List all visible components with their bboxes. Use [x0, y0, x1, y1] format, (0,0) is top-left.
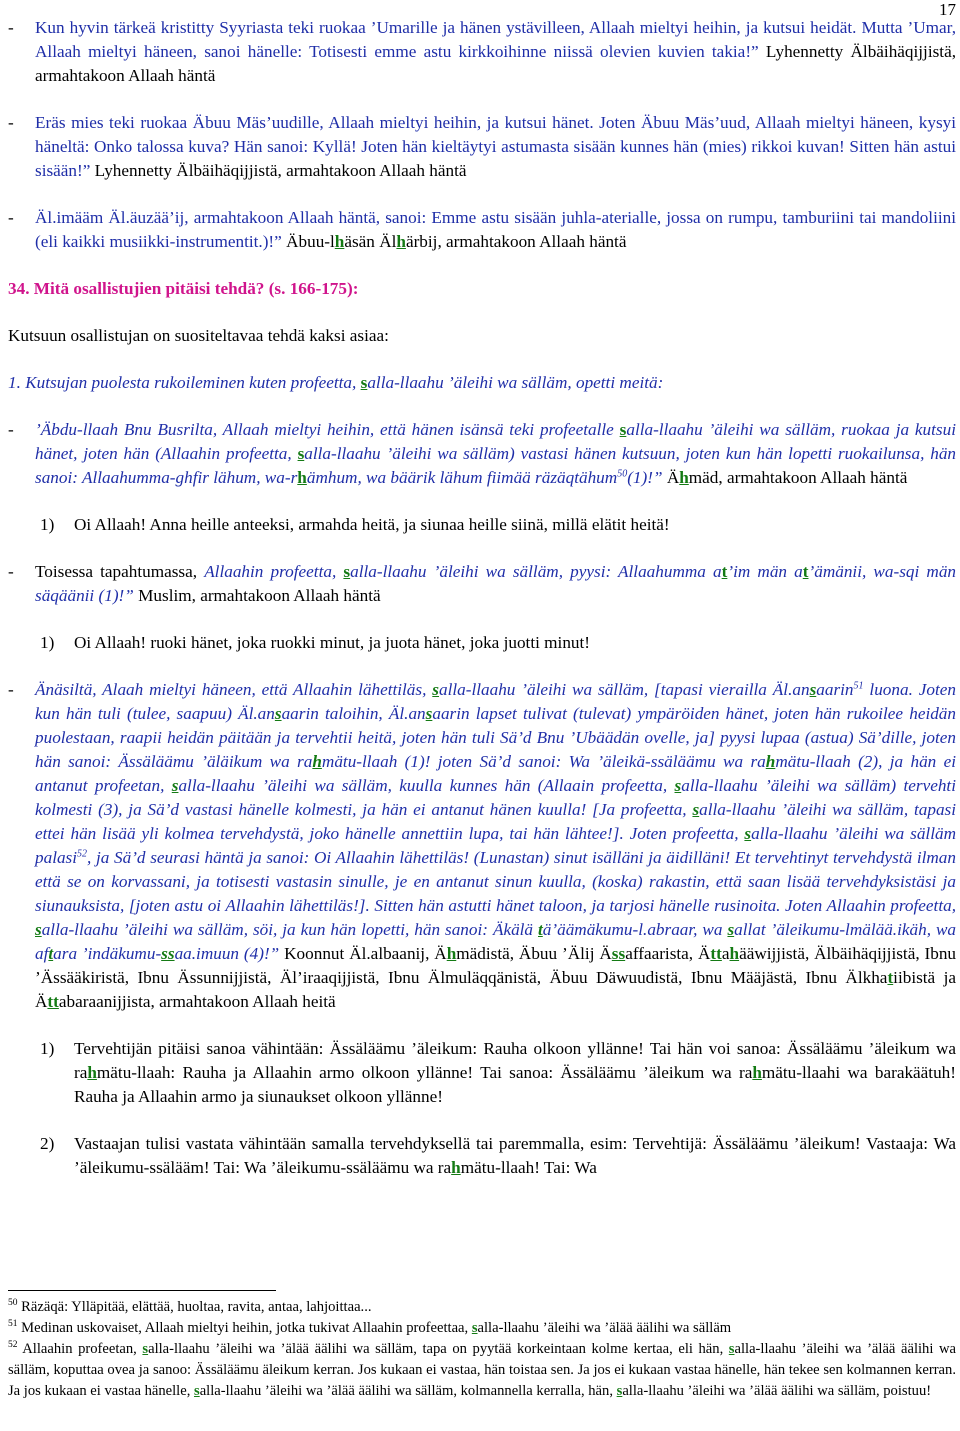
item-text: Tervehtijän pitäisi sanoa vähintään: Ässälääm: [74, 1039, 397, 1058]
source-reference: Ä: [662, 468, 680, 487]
item-text: ’äleikum! Vastaaja: Wa ’äleikumu-ssälääm! Tai: Wa ’äleikumu-ssälääm: [74, 1134, 956, 1177]
transliteration-letter: s: [425, 704, 433, 723]
point-one-heading: [8, 371, 956, 395]
source-reference: abaraanijjista, armahtakoon Allaah heitä: [58, 992, 336, 1011]
transliteration-letter: h: [765, 752, 776, 771]
narration-text: u: [707, 752, 716, 771]
footnote-text: alla-llaahu ’äleihi wa ’älää äälihi wa sälläm, kolmannella kerralla, hän,: [199, 1383, 617, 1399]
narration-text: alla-llaahu ’äleihi wa sälläm, kuulla kunnes hän (Allaain profeetta,: [178, 776, 675, 795]
item-text: mätu-llaahi wa barakäätuh! Rauha ja Allaahin armo ja siunaukset olkoon yllänne!: [74, 1063, 956, 1106]
bullet-dash: -: [8, 18, 14, 37]
bullet-paragraph-abuu-masuud: [8, 111, 956, 183]
transliteration-letter: h: [312, 752, 322, 771]
narration-text: alla-llaahu ’äleihi wa sälläm palasi: [35, 824, 956, 867]
transliteration-letter: t: [721, 562, 728, 581]
narration-text: alla-llaahu ’äleihi wa sälläm, pyysi: Allaahumma a: [350, 562, 722, 581]
narration-text: ’im män a: [727, 562, 803, 581]
narration-text: mätu-llaah (1)! joten Sä’d sanoi: Wa ’äleikä-ssälääm: [321, 752, 708, 771]
transliteration-letter: s: [471, 1320, 478, 1336]
item-number: 2): [40, 1134, 55, 1153]
item-text: wa ra: [409, 1158, 452, 1177]
transliteration-letter: t: [887, 968, 894, 987]
narration-text: Kun hyvin tärkeä kristitty Syyriasta teki ruokaa ’Umarille ja hänen ystävilleen, Allaah mieltyi heihin, ja kutsui heidät.: [35, 18, 862, 37]
transliteration-letter: s: [727, 920, 735, 939]
narration-text: Mutta ’Umar, Allaah mieltyi häneen, sanoi hänelle: Totisesti emme astu kirkkoihinne niissä olevien kuvien takia!”: [35, 18, 956, 61]
item-text: u: [396, 1039, 406, 1058]
footnote-text: Räzäqä: Ylläpitää, elättää, huoltaa, ravita, antaa, lahjoittaa...: [17, 1299, 372, 1315]
bullet-paragraph-umar: [8, 16, 956, 88]
bullet-dash: -: [8, 680, 14, 699]
item-text: Oi Allaah! ruoki hänet, joka ruokki minut, ja juota hänet, joka juotti minut!: [74, 633, 591, 652]
intro-text: Kutsuun osallistujan on suositeltavaa tehdä kaksi asiaa:: [8, 326, 389, 345]
footnote-text: alla-llaahu ’äleihi wa ’älää äälihi wa sälläm, poistuu!: [622, 1383, 932, 1399]
section-heading: 34. Mitä osallistujien pitäisi tehdä? (s. 166-175):: [8, 279, 359, 298]
item-text: ’äleikum wa ra: [635, 1063, 753, 1082]
bullet-paragraph-auzaaij: [8, 206, 956, 254]
transliteration-letter: h: [451, 1158, 461, 1177]
footnote-52: [8, 1339, 956, 1402]
narration-text: aarin taloihin, Äl.an: [281, 704, 426, 723]
item-text: Oi Allaah! Anna heille anteeksi, armahda heitä, ja siunaa heille siinä, millä elätit heitä!: [74, 515, 670, 534]
item-text: mätu-llaah: Rauha ja Allaahin armo olkoon yllänne! Tai sanoa: Ässälääm: [96, 1063, 628, 1082]
source-reference: ärbij, armahtakoon Allaah häntä: [405, 232, 627, 251]
footnote-number: 50: [8, 1298, 18, 1309]
item-number: 1): [40, 1039, 55, 1058]
footnote-marker: 50: [617, 468, 628, 480]
footnote-text: Medinan uskovaiset, Allaah mieltyi heihin, jotka tukivat Allaahin profeettaa,: [17, 1320, 472, 1336]
bullet-paragraph-abdu-llaah: [8, 418, 956, 490]
bullet-dash: -: [8, 562, 14, 581]
narration-text: ä’äämäkumu-l.abraar, wa: [542, 920, 728, 939]
item-text: ’äleikum wa ra: [74, 1039, 956, 1082]
transliteration-letter: s: [692, 800, 700, 819]
narration-text: aarin: [816, 680, 854, 699]
item-text: u: [853, 1039, 863, 1058]
transliteration-letter: s: [274, 704, 282, 723]
transliteration-letter: s: [171, 776, 179, 795]
source-reference: Lyhennetty Älbäihäqijjistä, armahtakoon Allaah häntä: [35, 42, 956, 85]
point-text: 1. Kutsujan puolesta rukoileminen kuten profeetta,: [8, 373, 361, 392]
transliteration-letter: s: [360, 373, 368, 392]
transliteration-letter: t: [48, 944, 54, 963]
narration-text: wa ra: [715, 752, 766, 771]
footnote-text: alla-llaahu ’äleihi wa ’älää äälihi wa sälläm: [477, 1320, 732, 1336]
narration-text: mätu-llaah (2), ja hän ei antanut profeetan,: [35, 752, 957, 795]
transliteration-letter: s: [142, 1341, 149, 1357]
transliteration-letter: s: [809, 680, 817, 699]
page-number: 17: [939, 0, 956, 19]
narration-text: alla-llaahu ’äleihi wa sälläm) vastasi hänen kutsuun, joten kun hän lopetti ruokailunsa, hän sanoi: Allaahumma-ghfir lähum, wa-r: [35, 444, 957, 487]
transliteration-letter: s: [619, 420, 627, 439]
translation-item: [8, 513, 956, 537]
transliteration-letter: tt: [47, 992, 59, 1011]
transliteration-letter: s: [728, 1341, 735, 1357]
item-text: mätu-llaah! Tai: Wa: [460, 1158, 597, 1177]
transliteration-letter: s: [343, 562, 351, 581]
footnote-marker: 52: [77, 848, 88, 860]
transliteration-letter: h: [87, 1063, 97, 1082]
source-reference: ääwijjistä, Älbäihäqijjistä, Ibnu ’Ässääkiristä, Ibnu Ässunnijjistä, Äl’iraaqijjistä, Ibnu Älmuläqqänistä, Äbuu Däwuudistä, Ibnu Määjästä, Ibnu Älkha: [35, 944, 957, 987]
transliteration-letter: s: [432, 680, 439, 699]
narration-text: Änäsiltä, Alaah mieltyi häneen, että Allaahin lähettiläs,: [35, 680, 433, 699]
transliteration-letter: s: [297, 444, 305, 463]
footnote-separator: [8, 1290, 276, 1291]
item-number: 1): [40, 515, 55, 534]
item-text: Vastaajan tulisi vastata vähintään samalla tervehdyksellä tai paremmalla, esim: Tervehtijä: Ässälääm: [74, 1134, 780, 1153]
greeting-rule-item: [8, 1132, 956, 1180]
transliteration-letter: h: [334, 232, 345, 251]
transliteration-letter: s: [744, 824, 752, 843]
bullet-paragraph-anas: [8, 678, 956, 1014]
footnote-number: 52: [8, 1340, 18, 1351]
narration-text: ämhum, wa bäärik lähum fiimää räzäqtähum: [306, 468, 618, 487]
narration-text: alla-llaahu ’äleihi wa sälläm, [tapasi vierailla Äl.an: [439, 680, 810, 699]
footnote-51: [8, 1318, 956, 1339]
transliteration-letter: s: [194, 1383, 200, 1399]
transliteration-letter: s: [674, 776, 682, 795]
narration-text: Eräs mies teki ruokaa Äbuu Mäs’uudille, Allaah mieltyi heihin, ja kutsui hänet. Joten Äbuu Mäs’uud, Allaah mieltyi häneen, kysyi häneltä: Onko talossa kuva? Hän sanoi: Kyllä! Joten hän kieltäytyi astumasta sisään kunnes hän (mies) rikkoi kuvan! Sitten hän astui sisään!”: [35, 113, 956, 180]
source-reference: affaarista, Ä: [625, 944, 711, 963]
narration-text: Allaahin profeetta,: [204, 562, 344, 581]
item-number: 1): [40, 633, 55, 652]
narration-text: (1)!”: [627, 468, 663, 487]
narration-text: Äl.imääm Äl.äuzää’ij, armahtakoon Allaah häntä, sanoi: Emme astu sisään juhla-aterialle, jossa on rumpu, tamburiini tai mandoliini (eli kaikki musiikki-instrumentit.)!”: [35, 208, 956, 251]
footnote-text: alla-llaahu ’äleihi wa ’älää äälihi wa sälläm, tapa on pyytää korkeintaan kolme kertaa, eli hän,: [148, 1341, 729, 1357]
source-reference: Lyhennetty Älbäihäqijjistä, armahtakoon Allaah häntä: [90, 161, 467, 180]
transliteration-letter: h: [446, 944, 457, 963]
bullet-paragraph-second-event: [8, 560, 956, 608]
bullet-dash: -: [8, 420, 14, 439]
narration-text: alla-llaahu ’äleihi wa sälläm, ruokaa ja kutsui hänet, joten hän (Allaahin profeetta,: [35, 420, 956, 463]
footnote-number: 51: [8, 1319, 18, 1330]
item-text: u: [400, 1158, 410, 1177]
item-text: u: [627, 1063, 636, 1082]
source-reference: iibistä ja Ä: [35, 968, 956, 1011]
narration-text: ’Äbdu-llaah Bnu Busrilta, Allaah mieltyi heihin, että hänen isänsä teki profeetalle: [35, 420, 620, 439]
narration-text: alla-llaahu ’äleihi wa sälläm, söi, ja kun hän lopetti, hän sanoi: Äkälä: [41, 920, 538, 939]
bullet-dash: -: [8, 113, 14, 132]
page-body: [8, 16, 956, 1180]
source-reference: Äbuu-l: [281, 232, 335, 251]
footnote-marker: 51: [853, 680, 864, 692]
greeting-rule-item: [8, 1037, 956, 1109]
narration-text: allat ’äleikumu-lmälää.ikäh, wa af: [35, 920, 956, 963]
translation-item: [8, 631, 956, 655]
transliteration-letter: ss: [161, 944, 175, 963]
item-text: ’äleikum: Rauha olkoon yllänne! Tai hän voi sanoa: Ässälääm: [405, 1039, 854, 1058]
narration-text: ara ’indäkumu-: [53, 944, 162, 963]
footnotes: [8, 1297, 956, 1402]
footnote-text: alla-llaahu ’äleihi wa ’älää äälihi wa sälläm, koputtaa ovea ja sanoo: Ässäläämu äleikum kerran. Jos kukaan ei vastaa, hän toistaa sen. Ja jos ei kukaan vastaa hänelle, hän tekee sen kolmannen kerran. Ja jos kukaan ei vastaa hänelle,: [8, 1341, 956, 1399]
transliteration-letter: s: [35, 920, 42, 939]
narration-text: alla-llaahu ’äleihi wa sälläm, tapasi ettei hän lisää yli kolmea tervehdystä, joko hänelle annettiin lupa, tai hän lähtee!]. Joten profeetta,: [35, 800, 957, 843]
footnote-text: Allaahin profeetan,: [17, 1341, 143, 1357]
source-reference: äsän Äl: [344, 232, 397, 251]
transliteration-letter: h: [679, 468, 689, 487]
source-reference: Koonnut Äl.albaanij, Ä: [279, 944, 447, 963]
transliteration-letter: h: [752, 1063, 762, 1082]
transliteration-letter: t: [538, 920, 543, 939]
source-reference: mädistä, Äbuu ’Älij Ä: [456, 944, 612, 963]
narration-text: Toisessa tapahtumassa,: [35, 562, 205, 581]
footnote-50: [8, 1297, 956, 1318]
point-text: alla-llaahu ’äleihi wa sälläm,: [367, 373, 572, 392]
transliteration-letter: h: [396, 232, 406, 251]
narration-text: ’ämänii, wa-sqi män säqäänii (1)!”: [35, 562, 956, 605]
item-text: u: [779, 1134, 789, 1153]
source-reference: mäd, armahtakoon Allaah häntä: [688, 468, 908, 487]
narration-text: alla-llaahu ’äleihi wa sälläm) tervehti kolmesti (3), ja Sä’d vastasi hänelle kolmesti, ja hän ei antanut hänen kuulla! [Ja profeetta,: [35, 776, 956, 819]
source-reference: Muslim, armahtakoon Allaah häntä: [133, 586, 381, 605]
transliteration-letter: s: [616, 1383, 623, 1399]
bullet-dash: -: [8, 208, 14, 227]
narration-text: luona. Joten kun hän tuli (tulee, saapuu) Äl.an: [35, 680, 956, 723]
transliteration-letter: h: [729, 944, 740, 963]
transliteration-letter: h: [297, 468, 307, 487]
narration-text: , ja Sä’d seurasi häntä ja sanoi: Oi Allaahin lähettiläs! (Lunastan) sinut isälläni ja äidilläni! Et tervehtinyt tervehdystä ilman että se on korvassani, ja totisesti vastasin sinulle, je en antanut sinun kuulla, (koska) rakastin, että saan lisää tervehdyksistäsi ja siunauksista, [joten astu oi Allaahin lähettiläs!]. Sitten hän astutti hänet taloon, ja tarjosi hänelle rusinoita. Joten Allaahin profeetta,: [35, 848, 956, 915]
narration-text: aa.imuun (4)!”: [174, 944, 280, 963]
narration-text: [35, 680, 956, 1011]
point-text: opetti meitä:: [571, 373, 664, 392]
narration-text: ’äläikum wa ra: [193, 752, 313, 771]
narration-text: aarin lapset tulivat (tulevat) ympäröiden hänet, joten hän rukoilee heidän puolestaan, raapii heidän päitään ja tervehtii heitä, joten hän tuli Sä’d Bnu ’Ubäädän ovelle, ja] pyysi lupaa (astua) Sä’dille, joten hän sanoi: Ässälääm: [35, 704, 956, 771]
narration-text: u: [185, 752, 194, 771]
transliteration-letter: ss: [611, 944, 626, 963]
transliteration-letter: tt: [710, 944, 722, 963]
source-reference: a: [721, 944, 730, 963]
transliteration-letter: t: [802, 562, 809, 581]
